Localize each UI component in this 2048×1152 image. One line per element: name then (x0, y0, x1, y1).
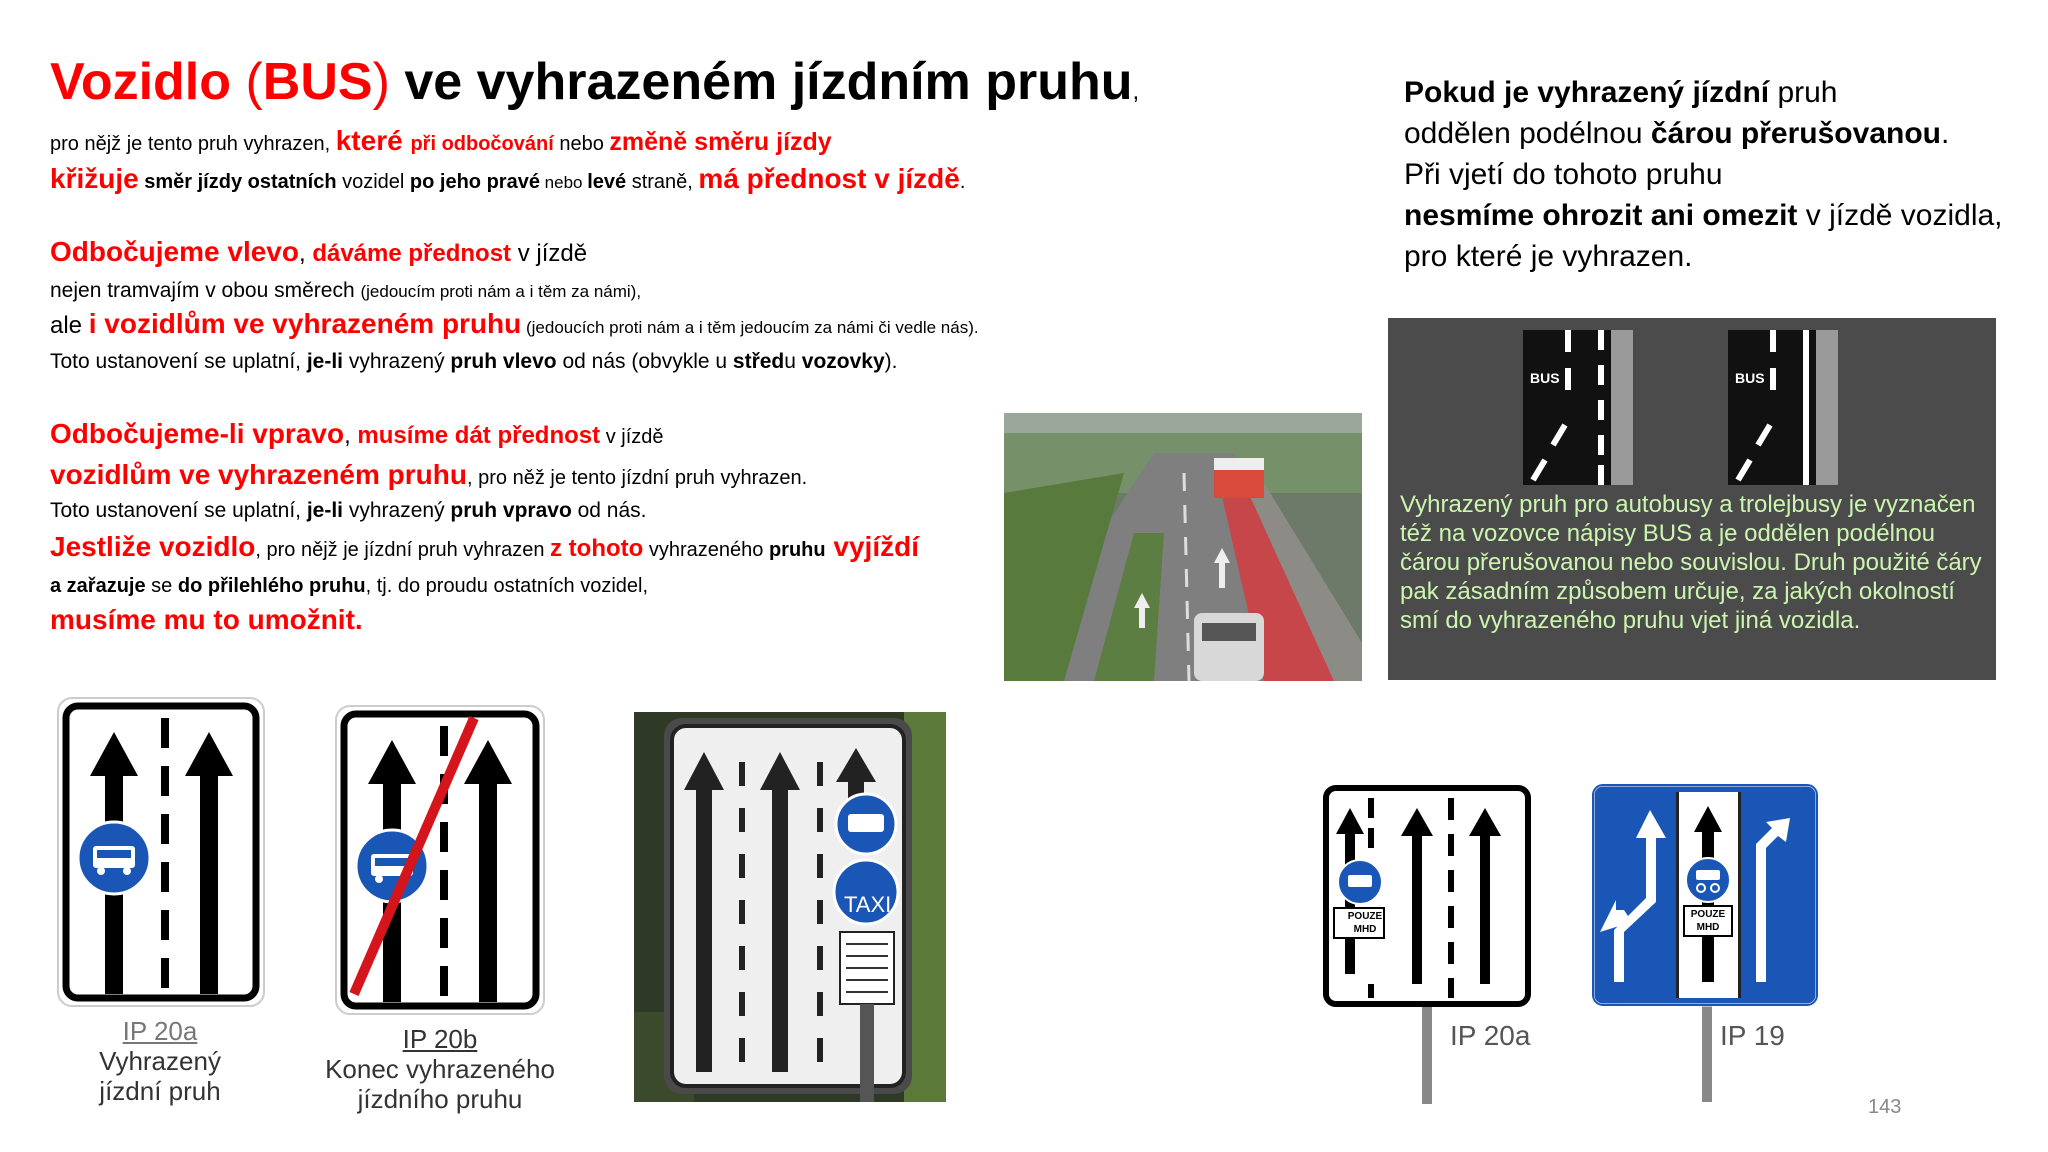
page-number: 143 (1868, 1096, 1902, 1118)
para1-line2: křižuje směr jízdy ostatních vozidel po jeho pravé nebo levé straně, má přednost v jízdě. (50, 163, 966, 194)
taxi-label: TAXI (844, 892, 892, 917)
para3-line6: musíme mu to umožnit. (50, 604, 363, 635)
sign-ip20b (334, 704, 546, 1016)
sign-ip20a-small (1322, 784, 1532, 1104)
label-ip19: IP 19 (1720, 1020, 1785, 1051)
caption-ip20b: IP 20b Konec vyhrazeného jízdního pruhu (325, 1024, 555, 1114)
caption-ip20a: IP 20a Vyhrazený jízdní pruh (99, 1016, 221, 1106)
lane-marking-diagram-1 (1523, 330, 1643, 485)
pouze-label-2: POUZE (1690, 909, 1726, 920)
panel-description: Vyhrazený pruh pro autobusy a trolejbusy je vyznačen též na vozovce nápisy BUS a je oddělen podélnou čárou přerušovanou nebo souvislou. Druh použité čáry pak zásadním způsobem určuje, za jakých okolností smí do vyhrazeného pruhu vjet jiná vozidla. (1400, 491, 1982, 634)
para3-line4: Jestliže vozidlo, pro nějž je jízdní pruh vyhrazen z tohoto vyhrazeného pruhu vyjíždí (50, 531, 919, 562)
road-photo (1004, 413, 1362, 681)
lane-marking-diagram-2 (1728, 330, 1848, 485)
label-ip20a: IP 20a (1450, 1020, 1531, 1051)
para3-line2: vozidlům ve vyhrazeném pruhu, pro něž je tento jízdní pruh vyhrazen. (50, 459, 808, 490)
para3-line3: Toto ustanovení se uplatní, je-li vyhrazený pruh vpravo od nás. (50, 499, 647, 522)
mhd-label-1: MHD (1353, 924, 1377, 935)
para3-line1: Odbočujeme-li vpravo, musíme dát přednost v jízdě (50, 418, 664, 449)
pouze-label-1: POUZE (1347, 911, 1383, 922)
page-title: Vozidlo (BUS) ve vyhrazeném jízdním pruhu, (50, 53, 1140, 111)
taxi-sign-photo (634, 712, 946, 1102)
sign-ip19 (1590, 782, 1820, 1102)
bus-marking-2: BUS (1735, 370, 1765, 386)
para1-line1: pro nějž je tento pruh vyhrazen, které při odbočování nebo změně směru jízdy (50, 125, 832, 156)
mhd-label-2: MHD (1696, 922, 1720, 933)
para2-line1: Odbočujeme vlevo, dáváme přednost v jízdě (50, 236, 588, 267)
sign-ip20a (56, 696, 266, 1008)
para2-line4: Toto ustanovení se uplatní, je-li vyhrazený pruh vlevo od nás (obvykle u středu vozovky). (50, 350, 898, 373)
para3-line5: a zařazuje se do přilehlého pruhu, tj. do proudu ostatních vozidel, (50, 575, 649, 597)
para2-line3: ale i vozidlům ve vyhrazeném pruhu (jedoucích proti nám a i těm jedoucím za námi či vedle nás). (50, 308, 979, 339)
info-panel (1388, 318, 1996, 680)
para2-line2: nejen tramvajím v obou směrech (jedoucím proti nám a i těm za námi), (50, 279, 642, 302)
right-text-block: Pokud je vyhrazený jízdní pruh oddělen podélnou čárou přerušovanou. Při vjetí do tohoto pruhu nesmíme ohrozit ani omezit v jízdě vozidla, pro které je vyhrazen. (1404, 76, 2003, 273)
bus-marking-1: BUS (1530, 370, 1560, 386)
